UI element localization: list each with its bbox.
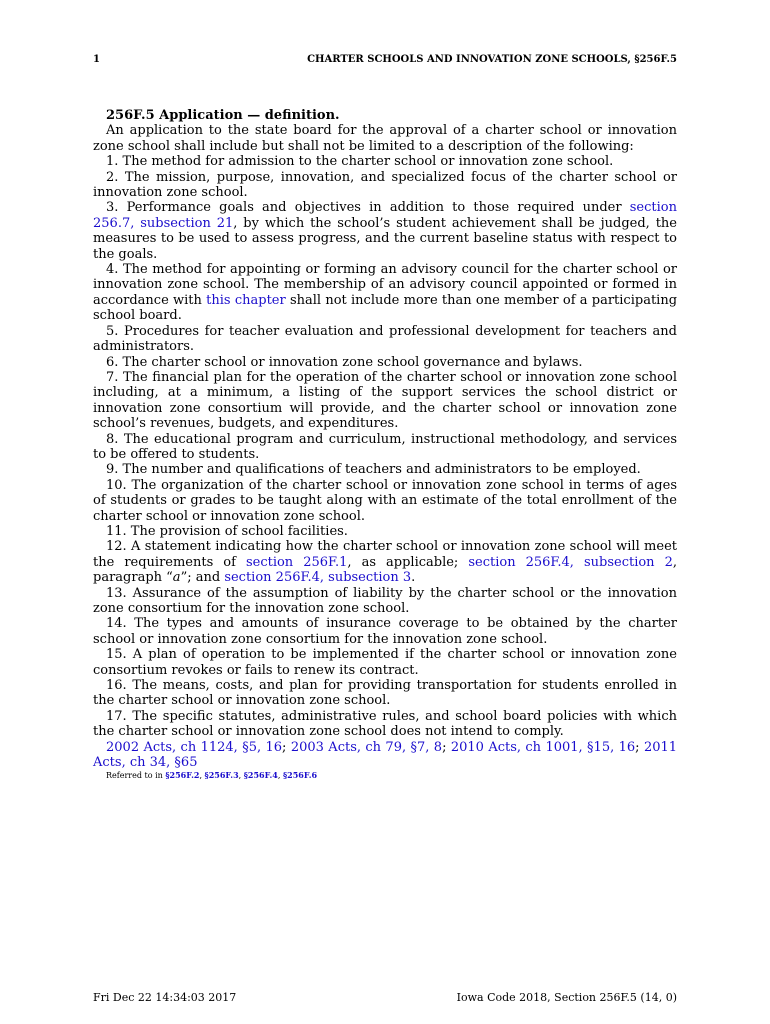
list-item: 6. The charter school or innovation zone school governance and bylaws. xyxy=(106,354,583,370)
referred-to-note: Referred to in §256F.2, §256F.3, §256F.4, §256F.6 xyxy=(106,770,318,781)
list-item: 2. The mission, purpose, innovation, and specialized focus of the charter school or innovation zone school. xyxy=(93,169,677,201)
section-heading: 256F.5 Application — definition. xyxy=(106,108,340,123)
list-item: 15. A plan of operation to be implemented if the charter school or innovation zone consortium revokes or fails to renew its contract. xyxy=(93,647,677,678)
running-title: CHARTER SCHOOLS AND INNOVATION ZONE SCHOOLS, §256F.5 xyxy=(307,54,677,65)
link-section-256f-1[interactable]: section 256F.1 xyxy=(245,554,348,570)
referred-link[interactable]: §256F.4 xyxy=(243,770,278,781)
link-this-chapter[interactable]: this chapter xyxy=(206,292,286,308)
list-item: 4. The method for appointing or forming an advisory council for the charter school or innovation zone school. The membership of an advisory council appointed or formed in accordance with this chapter shall not include more than one member of a participating school board. xyxy=(93,262,678,324)
list-item: 9. The number and qualifications of teachers and administrators to be employed. xyxy=(106,462,641,478)
section-intro: An application to the state board for the approval of a charter school or innovation zone school shall include but shall not be limited to a description of the following: xyxy=(93,123,677,154)
section-body xyxy=(93,108,677,781)
list-item: 5. Procedures for teacher evaluation and professional development for teachers and administrators. xyxy=(93,323,677,355)
page-header xyxy=(93,54,677,70)
page-number: 1 xyxy=(93,54,100,65)
footer-citation: Iowa Code 2018, Section 256F.5 (14, 0) xyxy=(456,991,677,1004)
history-link[interactable]: 2011 Acts, ch 34, §65 xyxy=(93,739,678,771)
referred-link[interactable]: §256F.2 xyxy=(165,770,200,781)
list-item: 11. The provision of school facilities. xyxy=(106,523,348,539)
link-section-256f-4-sub3[interactable]: section 256F.4, subsection 3 xyxy=(224,570,412,586)
list-item: 14. The types and amounts of insurance coverage to be obtained by the charter school or innovation zone consortium for the innovation zone school. xyxy=(93,616,677,647)
list-item: 3. Performance goals and objectives in addition to those required under section 256.7, subsection 21, by which the school’s student achievement shall be judged, the measures to be used to assess progress, and the current baseline status with respect to the goals. xyxy=(93,200,677,262)
history-link[interactable]: 2003 Acts, ch 79, §7, 8 xyxy=(290,739,443,755)
list-item: 16. The means, costs, and plan for providing transportation for students enrolled in the charter school or innovation zone school. xyxy=(93,678,677,709)
history-link[interactable]: 2010 Acts, ch 1001, §15, 16 xyxy=(450,739,636,755)
list-item: 12. A statement indicating how the charter school or innovation zone school will meet the requirements of section 256F.1, as applicable; section 256F.4, subsection 2, paragraph “a”; and section 256F.4, subsection 3. xyxy=(93,539,677,586)
list-item: 17. The specific statutes, administrative rules, and school board policies with which the charter school or innovation zone school does not intend to comply. xyxy=(93,708,677,740)
list-item: 8. The educational program and curriculum, instructional methodology, and services to be offered to students. xyxy=(93,431,677,462)
list-item: 7. The financial plan for the operation of the charter school or innovation zone school including, at a minimum, a listing of the support services the school district or innovation zone consortium will provide, and the charter school or innovation zone school’s revenues, budgets, and expenditures. xyxy=(93,369,677,432)
referred-link[interactable]: §256F.6 xyxy=(282,770,318,781)
history-link[interactable]: 2002 Acts, ch 1124, §5, 16 xyxy=(106,739,283,755)
list-item: 10. The organization of the charter school or innovation zone school in terms of ages of students or grades to be taught along with an estimate of the total enrollment of the charter school or innovation zone school. xyxy=(93,477,677,524)
history-note: 2002 Acts, ch 1124, §5, 16; 2003 Acts, ch 79, §7, 8; 2010 Acts, ch 1001, §15, 16; 2011 Acts, ch 34, §65 xyxy=(93,739,678,771)
list-item: 1. The method for admission to the charter school or innovation zone school. xyxy=(106,154,614,170)
link-section-256-7[interactable]: section 256.7, subsection 21 xyxy=(93,200,677,231)
link-section-256f-4-sub2[interactable]: section 256F.4, subsection 2 xyxy=(468,554,673,570)
page-footer xyxy=(93,991,677,1007)
footer-timestamp: Fri Dec 22 14:34:03 2017 xyxy=(93,991,237,1004)
referred-link[interactable]: §256F.3 xyxy=(204,770,239,781)
list-item: 13. Assurance of the assumption of liability by the charter school or the innovation zone consortium for the innovation zone school. xyxy=(93,585,677,616)
